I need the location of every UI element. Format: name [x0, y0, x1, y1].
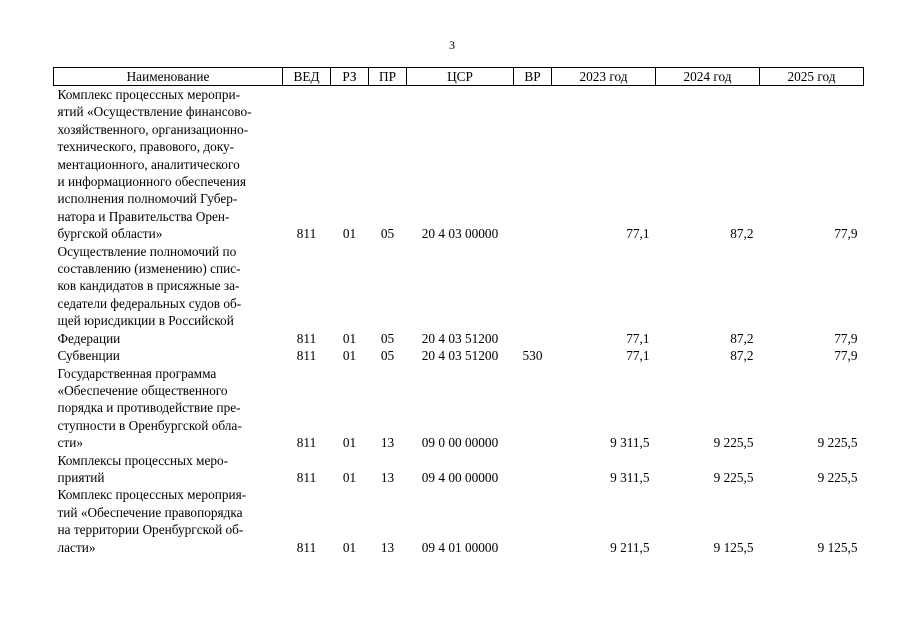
- row-rz: 01: [342, 539, 357, 555]
- row-ved: 811: [296, 226, 317, 242]
- row-2024: 87,2: [730, 226, 754, 242]
- column-header-pr: ПР: [369, 68, 407, 86]
- column-header-rz: РЗ: [331, 68, 369, 86]
- column-header-vr: ВР: [514, 68, 552, 86]
- column-header-2024: 2024 год: [656, 68, 760, 86]
- column-header-name: Наименование: [54, 68, 283, 86]
- row-csr: 20 4 03 51200: [421, 348, 499, 364]
- row-name: Комплексы процессных меро- приятий: [57, 452, 229, 485]
- column-header-ved: ВЕД: [283, 68, 331, 86]
- row-ved: 811: [296, 435, 317, 451]
- row-2023: 9 311,5: [610, 469, 650, 485]
- row-2025: 9 225,5: [817, 469, 858, 485]
- row-csr: 09 0 00 00000: [421, 435, 499, 451]
- row-ved: 811: [296, 539, 317, 555]
- page-number: 3: [449, 38, 455, 52]
- row-rz: 01: [342, 469, 357, 485]
- row-vr: [514, 86, 552, 243]
- row-name: Государственная программа «Обеспечение общественного порядка и противодействие пре- ступности в Оренбургской обла- сти»: [57, 365, 242, 451]
- row-2024: 9 225,5: [713, 435, 754, 451]
- row-2023: 9 211,5: [610, 539, 650, 555]
- row-2024: 87,2: [730, 348, 754, 364]
- row-pr: 05: [380, 226, 395, 242]
- row-name: Комплекс процессных меропри- ятий «Осуществление финансово- хозяйственного, организационно- технического, правового, доку- ментационного, аналитического и информационного обеспечения исполнения полномочий Губер- натора и Правительства Орен- бургской области»: [57, 87, 252, 242]
- table-row: [54, 243, 864, 347]
- row-2025: 77,9: [834, 348, 858, 364]
- row-2023: 77,1: [626, 330, 650, 346]
- column-header-csr: ЦСР: [407, 68, 514, 86]
- row-vr: [514, 243, 552, 347]
- row-ved: 811: [296, 348, 317, 364]
- row-ved: 811: [296, 469, 317, 485]
- row-rz: 01: [342, 226, 357, 242]
- row-2025: 77,9: [834, 226, 858, 242]
- row-2024: 9 125,5: [713, 539, 754, 555]
- row-vr: 530: [522, 348, 543, 364]
- table-row: [54, 347, 864, 364]
- row-csr: 09 4 00 00000: [421, 469, 499, 485]
- row-pr: 05: [380, 330, 395, 346]
- row-name: Субвенции: [57, 348, 120, 364]
- table-row: [54, 452, 864, 487]
- table-header-row: [54, 68, 864, 86]
- row-2023: 77,1: [626, 348, 650, 364]
- row-csr: 20 4 03 00000: [421, 226, 499, 242]
- row-2023: 77,1: [626, 226, 650, 242]
- budget-table: [53, 67, 864, 556]
- row-2024: 87,2: [730, 330, 754, 346]
- row-2023: 9 311,5: [610, 435, 650, 451]
- row-vr: [514, 486, 552, 556]
- row-csr: 09 4 01 00000: [421, 539, 499, 555]
- row-ved: 811: [296, 330, 317, 346]
- row-vr: [514, 365, 552, 452]
- row-2024: 9 225,5: [713, 469, 754, 485]
- row-csr: 20 4 03 51200: [421, 330, 499, 346]
- row-rz: 01: [342, 330, 357, 346]
- table-row: [54, 86, 864, 243]
- table-row: [54, 486, 864, 556]
- row-rz: 01: [342, 348, 357, 364]
- row-pr: 13: [380, 469, 395, 485]
- row-rz: 01: [342, 435, 357, 451]
- column-header-2023: 2023 год: [552, 68, 656, 86]
- row-name: Осуществление полномочий по составлению (изменению) спис- ков кандидатов в присяжные за- седатели федеральных судов об- щей юрисдикции в Российской Федерации: [57, 243, 242, 346]
- column-header-2025: 2025 год: [760, 68, 864, 86]
- row-pr: 05: [380, 348, 395, 364]
- row-2025: 9 125,5: [817, 539, 858, 555]
- row-vr: [514, 452, 552, 487]
- row-pr: 13: [380, 539, 395, 555]
- table-row: [54, 365, 864, 452]
- row-2025: 9 225,5: [817, 435, 858, 451]
- row-2025: 77,9: [834, 330, 858, 346]
- row-pr: 13: [380, 435, 395, 451]
- row-name: Комплекс процессных мероприя- тий «Обеспечение правопорядка на территории Оренбургской об- ласти»: [57, 487, 247, 555]
